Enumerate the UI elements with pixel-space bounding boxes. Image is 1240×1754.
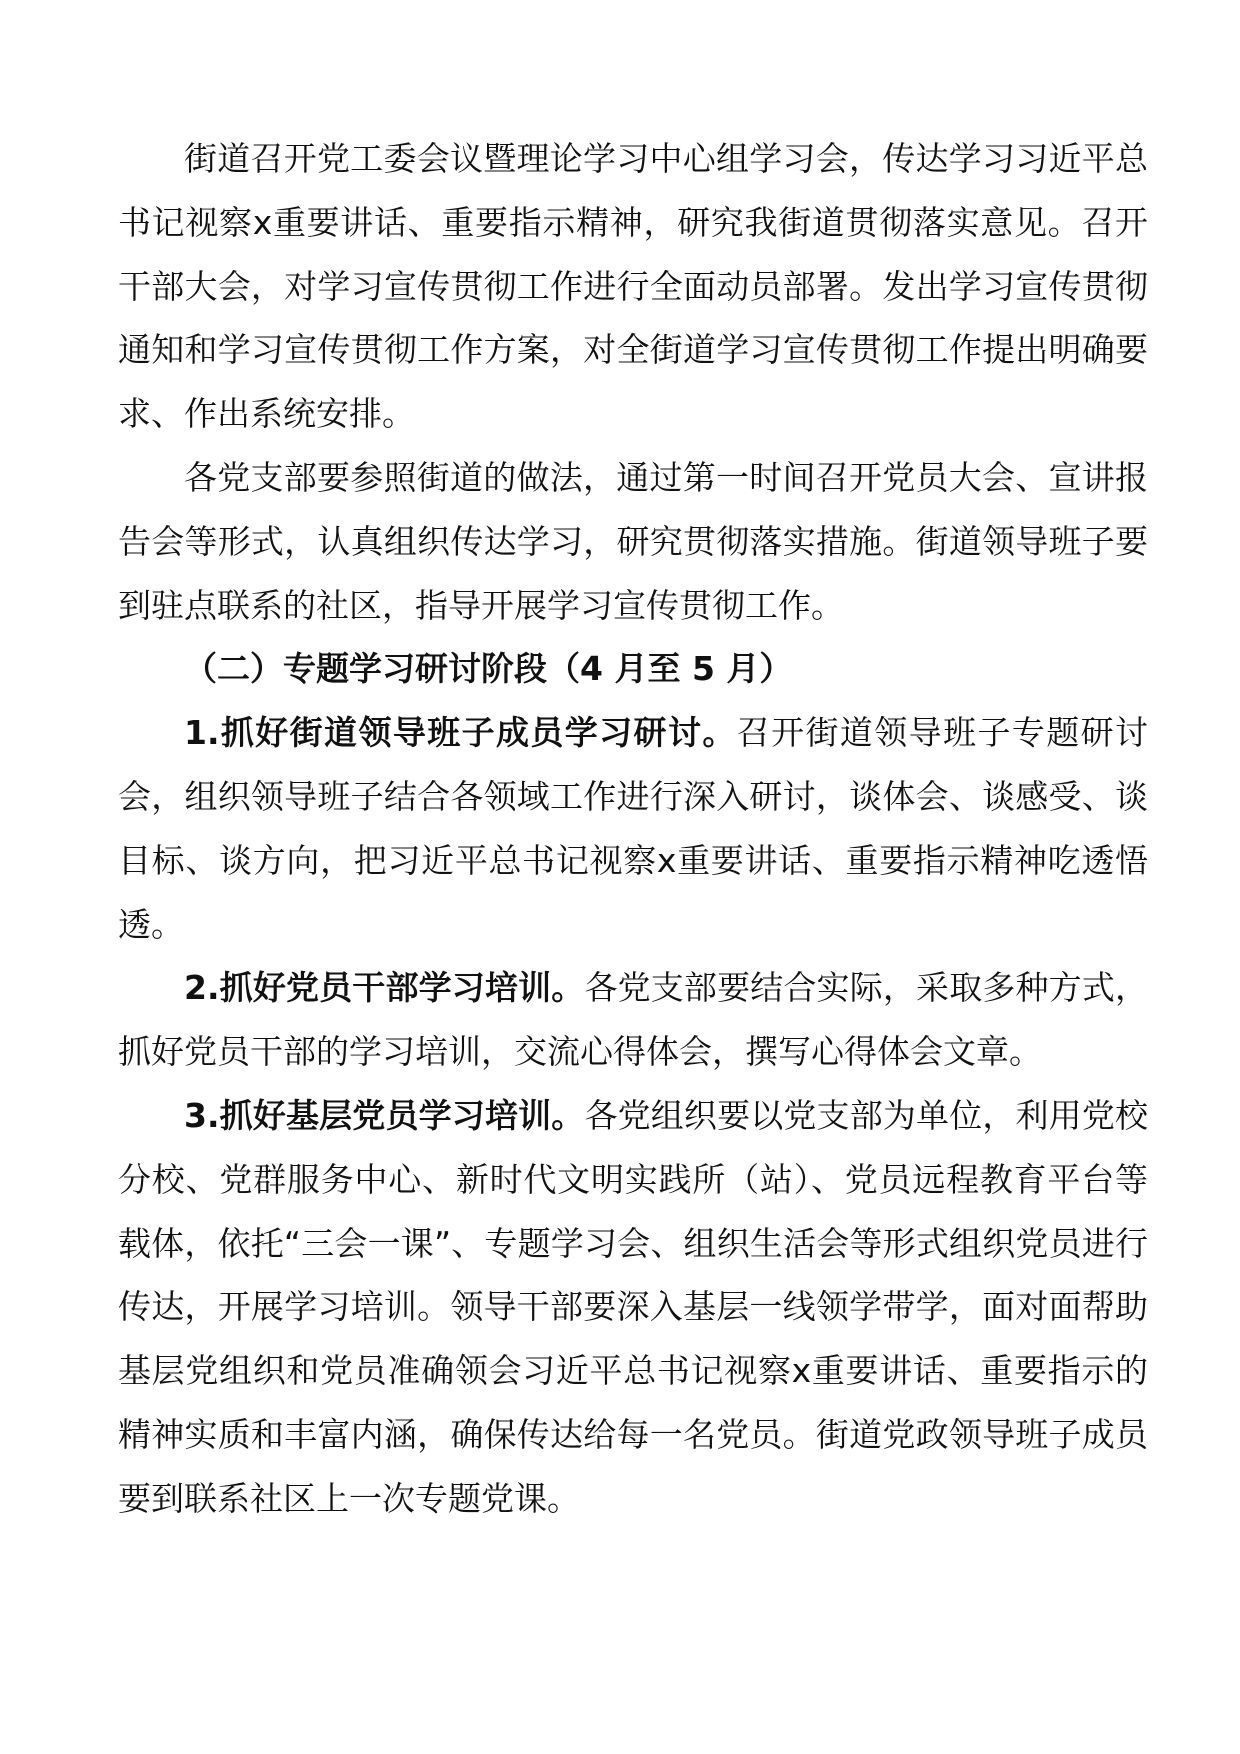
item-lead: 1.抓好街道领导班子成员学习研讨。 (184, 713, 737, 753)
item-text: 各党组织要以党支部为单位，利用党校分校、党群服务中心、新时代文明实践所（站）、党员远程教育平台等载体，依托“三会一课”、专题学习会、组织生活会等形式组织党员进行传达，开展学习培训。领导干部要深入基层一线领学带学，面对面帮助基层党组织和党员准确领会习近平总书记视察x重要讲话、重要指示的精神实质和丰富内涵，确保传达给每一名党员。街道党政领导班子成员要到联系社区上一次专题党课。 (118, 1095, 1149, 1518)
document-body (118, 127, 1148, 1531)
paragraph-street-meeting: 街道召开党工委会议暨理论学习中心组学习会，传达学习习近平总书记视察x重要讲话、重要指示精神，研究我街道贯彻落实意见。召开干部大会，对学习宣传贯彻工作进行全面动员部署。发出学习宣传贯彻通知和学习宣传贯彻工作方案，对全街道学习宣传贯彻工作提出明确要求、作出系统安排。 (118, 139, 1148, 434)
item-cadre-training (118, 956, 1148, 1084)
item-grassroots-training (118, 1084, 1148, 1531)
item-lead: 3.抓好基层党员学习培训。 (184, 1095, 585, 1135)
item-text: 召开街道领导班子专题研讨会，组织领导班子结合各领域工作进行深入研讨，谈体会、谈感受、谈目标、谈方向，把习近平总书记视察x重要讲话、重要指示精神吃透悟透。 (118, 713, 1149, 944)
item-lead: 2.抓好党员干部学习培训。 (184, 968, 585, 1008)
section-heading: （二）专题学习研讨阶段（4 月至 5 月） (184, 649, 793, 689)
item-leadership-study (118, 701, 1148, 956)
item-text: 各党支部要结合实际，采取多种方式，抓好党员干部的学习培训，交流心得体会，撰写心得体会文章。 (118, 968, 1149, 1072)
paragraph-party-branches: 各党支部要参照街道的做法，通过第一时间召开党员大会、宣讲报告会等形式，认真组织传达学习，研究贯彻落实措施。街道领导班子要到驻点联系的社区，指导开展学习宣传贯彻工作。 (118, 457, 1148, 625)
